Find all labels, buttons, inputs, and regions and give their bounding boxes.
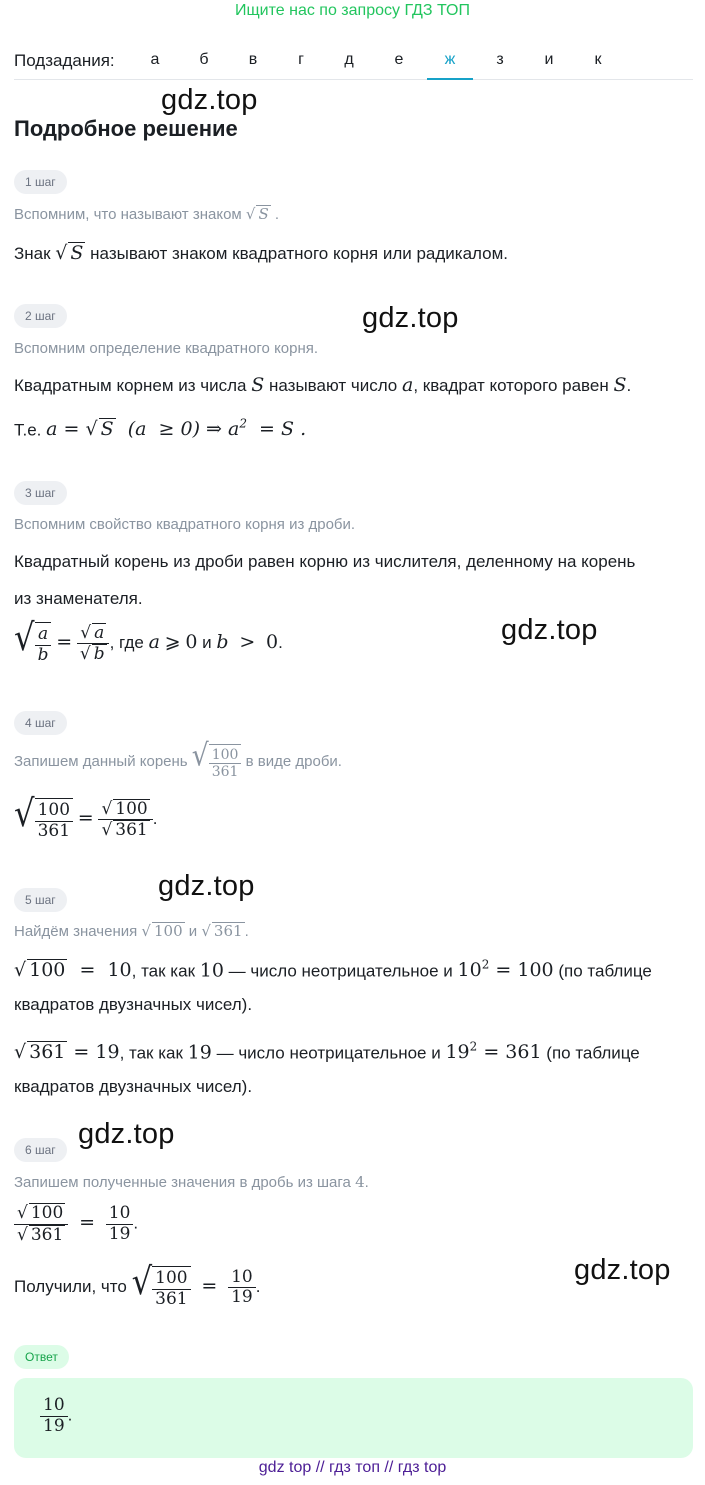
text: называют знаком квадратного корня или радикалом. (90, 244, 509, 263)
text: , так как (119, 1043, 183, 1063)
step-text: Знак √ S называют знаком квадратного корня или радикалом. (14, 242, 509, 264)
math-num: 100 (517, 959, 554, 982)
hint-text: Запишем полученные значения в дробь из шага (14, 1174, 351, 1191)
math-var: a (46, 418, 58, 441)
tab-d[interactable]: д (344, 51, 354, 68)
step-hint: Запишем полученные значения в дробь из шага 4. (14, 1173, 369, 1191)
math-num: 4 (355, 1173, 365, 1191)
text: — число неотрицательное и (228, 961, 453, 981)
math-num: 361 (213, 922, 243, 940)
hint-text: Вспомним, что называют знаком (14, 206, 242, 223)
math-num: 361 (37, 820, 71, 841)
step-text: из знаменателя. (14, 589, 143, 608)
math-num: 100 (153, 922, 183, 940)
step-text: Т.е. a = √ S (a ≥ 0) ⇒ $a^2 = S$ . (14, 417, 307, 441)
step-text: √ 361 = 19, так как 19 — число неотрицательное и $19^2 = 361$ (по таблице (14, 1040, 640, 1064)
math-num: 100 (30, 1203, 64, 1223)
watermark: gdz.top (161, 84, 258, 116)
hint-text: в виде дроби. (245, 753, 342, 771)
math-num: 2 (469, 1040, 478, 1054)
step-chip: 2 шаг (14, 304, 67, 328)
text: Квадратным корнем из числа (14, 376, 247, 395)
step-chip: 4 шаг (14, 711, 67, 735)
math-var: S (100, 418, 114, 441)
answer-value: $\frac{10}{19}$ . (40, 1396, 72, 1436)
answer-num: 10 (40, 1396, 68, 1417)
answer-chip: Ответ (14, 1345, 69, 1369)
answer-den: 19 (43, 1415, 65, 1436)
math-var: a (135, 418, 147, 441)
math-num: 100 (209, 747, 242, 764)
math-num: 100 (152, 1269, 190, 1290)
math-num: 2 (239, 417, 247, 431)
tab-v[interactable]: в (248, 51, 258, 68)
text: (по таблице (546, 1043, 640, 1063)
math-num: 19 (95, 1041, 120, 1064)
formula: √ $\frac{a}{b}$ = $\frac{√ a}{√ b}$ , где a ⩾ 0 и b > 0. (14, 615, 283, 665)
step-chip: 6 шаг (14, 1138, 67, 1162)
tab-z[interactable]: з (496, 51, 504, 68)
math-num: 100 (35, 801, 73, 822)
math-num: 19 (187, 1041, 212, 1064)
text: называют число (269, 376, 398, 395)
math-num: 10 (107, 959, 132, 982)
tab-zh[interactable]: ж (427, 51, 473, 80)
step-chip: 5 шаг (14, 888, 67, 912)
text: и (202, 633, 212, 653)
answer-box (14, 1378, 693, 1458)
tab-i[interactable]: и (544, 51, 554, 68)
text: Т.е. (14, 420, 42, 440)
step-hint: Вспомним определение квадратного корня. (14, 340, 319, 357)
math-var: a (148, 631, 160, 654)
step-hint: Найдём значения √ 100 и √ 361 . (14, 922, 249, 940)
text: , так как (131, 961, 196, 981)
math-var: b (37, 644, 49, 665)
subtasks-nav (14, 46, 693, 80)
step-text: √ 100 = 10, так как 10 — число неотрицательное и $10^2 = 100$ (по таблице (14, 958, 652, 982)
hint-text: Запишем данный корень (14, 753, 188, 771)
math-num: 361 (211, 764, 239, 781)
math-num: 361 (29, 1041, 66, 1064)
page-title: Подробное решение (14, 116, 238, 141)
math-num: 19 (108, 1223, 131, 1244)
watermark: gdz.top (501, 614, 598, 646)
step-text: квадратов двузначных чисел). (14, 995, 253, 1014)
math-num: 19 (445, 1041, 470, 1064)
text: Знак (14, 244, 51, 263)
formula: √ $\frac{100}{361}$ = $\frac{√ 100}{√ 361}$ . (14, 791, 158, 841)
math-var: a (402, 374, 414, 396)
step-chip: 3 шаг (14, 481, 67, 505)
math-var: S (613, 374, 627, 396)
watermark: gdz.top (158, 870, 255, 902)
tab-e[interactable]: е (394, 51, 404, 68)
watermark: gdz.top (78, 1118, 175, 1150)
math-var: S (251, 374, 265, 396)
math-var: b (93, 644, 105, 665)
promo-banner[interactable]: Ищите нас по запросу ГДЗ ТОП (235, 2, 470, 19)
hint-text: Найдём значения (14, 923, 138, 940)
text: — число неотрицательное и (216, 1043, 441, 1063)
formula: $\frac{√ 100}{√ 361}$ = $\frac{10}{19}$ . (14, 1203, 138, 1245)
tab-g[interactable]: г (298, 51, 304, 68)
math-var: a (228, 418, 240, 441)
math-num: 0 (266, 631, 279, 654)
math-num: 100 (29, 959, 66, 982)
math-num: 361 (115, 820, 148, 841)
math-var: S (281, 418, 295, 441)
math-var: S (258, 205, 269, 223)
step-hint: Вспомним, что называют знаком √ S . (14, 205, 280, 223)
tab-b[interactable]: б (199, 51, 209, 68)
hint-text: и (188, 923, 198, 940)
math-num: 2 (481, 958, 490, 972)
math-num: 0 (180, 418, 193, 441)
math-num: 0 (185, 631, 198, 654)
step-text: квадратов двузначных чисел). (14, 1077, 253, 1096)
step-hint: Вспомним свойство квадратного корня из дроби. (14, 516, 356, 533)
text: , квадрат которого равен (413, 376, 609, 395)
text: (по таблице (558, 961, 652, 981)
math-num: 100 (115, 798, 148, 819)
math-num: 10 (199, 959, 224, 982)
math-var: S (70, 242, 84, 264)
math-var: a (35, 625, 51, 646)
subtasks-label: Подзадания: (14, 51, 115, 70)
watermark: gdz.top (574, 1254, 671, 1286)
math-var: a (94, 622, 105, 643)
step-hint: Запишем данный корень √ $\frac{100}{361}$ в виде дроби. (14, 737, 342, 781)
math-num: 10 (457, 959, 482, 982)
math-num: 19 (231, 1287, 253, 1308)
math-var: b (216, 631, 229, 654)
math-num: 361 (30, 1224, 64, 1245)
math-num: 361 (505, 1041, 542, 1064)
formula: Получили, что √ $\frac{100}{361}$ = $\frac{10}{19}$ . (14, 1259, 261, 1309)
text: , где (109, 633, 144, 653)
tab-a[interactable]: а (150, 51, 160, 68)
math-num: 10 (106, 1204, 134, 1225)
math-num: 361 (155, 1288, 188, 1309)
text: Получили, что (14, 1277, 127, 1297)
step-chip: 1 шаг (14, 170, 67, 194)
tab-k[interactable]: к (594, 51, 602, 68)
watermark: gdz.top (362, 302, 459, 334)
step-text: Квадратный корень из дроби равен корню из числителя, деленному на корень (14, 552, 636, 571)
footer-links[interactable]: gdz top // гдз топ // гдз top (258, 1459, 447, 1476)
step-text: Квадратным корнем из числа S называют число a, квадрат которого равен S. (14, 374, 632, 396)
math-num: 10 (228, 1268, 256, 1289)
